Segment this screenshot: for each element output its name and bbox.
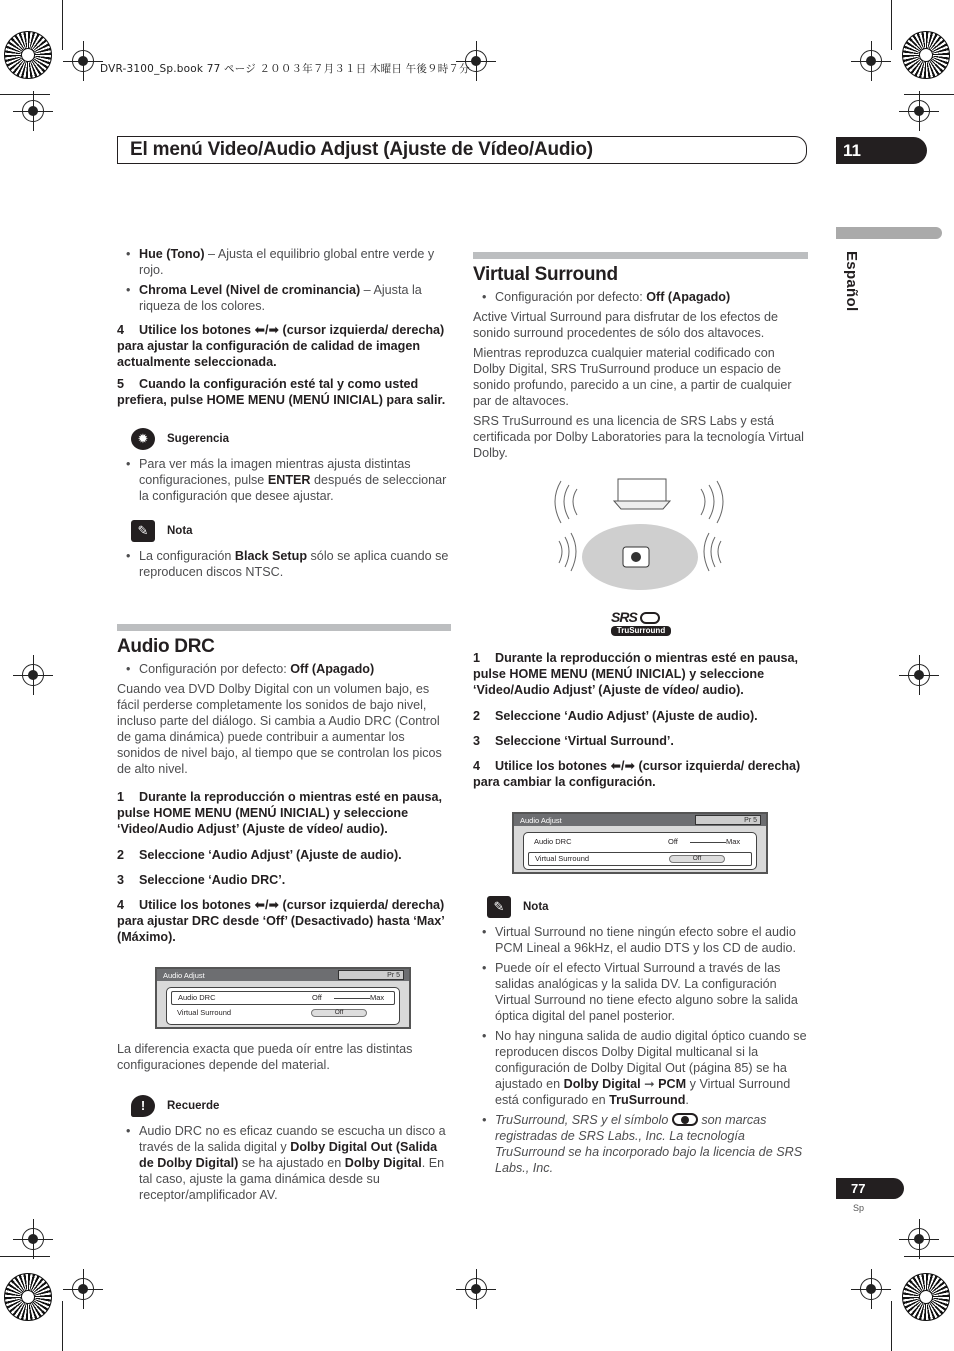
pencil-icon: ✎ <box>131 520 155 542</box>
registration-mark <box>72 50 94 72</box>
registration-mark <box>22 664 44 686</box>
drc-slider <box>690 842 726 843</box>
remember-heading: ! Recuerde <box>131 1095 451 1117</box>
registration-mark <box>72 1278 94 1300</box>
step: 3 Seleccione ‘Audio DRC’. <box>117 873 286 887</box>
page-number: 77 <box>836 1178 904 1199</box>
printer-sunburst-mark <box>4 31 52 79</box>
list-item: • Chroma Level (Nivel de crominancia) – Ajusta la riqueza de los colores. <box>117 282 451 314</box>
registration-mark <box>908 1228 930 1250</box>
drc-slider <box>334 998 370 999</box>
left-column <box>117 246 451 1207</box>
osd-panel <box>523 832 757 870</box>
list-item: • Puede oír el efecto Virtual Surround a través de las salidas analógicas y la salida DV. La configuración Virtual Surround no tiene efecto alguno sobre la salida óptica digital del panel posterior. <box>473 960 808 1024</box>
registration-mark <box>908 100 930 122</box>
step: 1 Durante la reproducción o mientras esté en pausa, pulse HOME MENU (MENÚ INICIAL) y seleccione ‘Video/Audio Adjust’ (Ajuste de vídeo/ audio). <box>117 790 443 836</box>
srs-circle-icon <box>640 612 660 624</box>
step: 2 Seleccione ‘Audio Adjust’ (Ajuste de audio). <box>117 848 402 862</box>
page-language: Sp <box>853 1203 865 1213</box>
note-heading: ✎ Nota <box>131 520 451 542</box>
list-item: • TruSurround, SRS y el símbolo son marcas registradas de SRS Labs., Inc. La tecnología TruSurround se ha incorporado bajo la licencia de SRS Labs., Inc. <box>473 1112 808 1176</box>
section-heading-audio-drc: Audio DRC <box>117 636 215 657</box>
osd-program: Pr 5 <box>338 970 404 980</box>
list-item: • No hay ninguna salida de audio digital óptico cuando se reproducen discos Dolby Digital multicanal si la configuración de Dolby Digital Out (página 85) se ha ajustado en Dolby Digital ➞ PCM y Virtual Surround está configurado en TruSurround. <box>473 1028 808 1108</box>
osd-screen <box>512 812 768 874</box>
registration-mark <box>908 664 930 686</box>
crop-mark <box>904 1256 954 1257</box>
side-language-label: Español <box>843 251 860 312</box>
crop-mark <box>62 1301 63 1351</box>
crop-mark <box>891 1301 892 1351</box>
step: 4 Utilice los botones ⬅/➡ (cursor izquierda/ derecha) para ajustar DRC desde ‘Off’ (Desactivado) hasta ‘Max’ (Máximo). <box>117 898 445 944</box>
paragraph: SRS TruSurround es una licencia de SRS Labs y está certificada por Dolby Laboratories para la tecnología Virtual Dolby. <box>473 414 804 460</box>
crop-mark <box>62 0 63 50</box>
lightbulb-icon: ✹ <box>131 428 155 450</box>
registration-mark <box>465 1278 487 1300</box>
printer-sunburst-mark <box>902 1273 950 1321</box>
osd-title: Audio Adjust <box>520 816 562 825</box>
crop-mark <box>0 1256 50 1257</box>
section-rule <box>117 624 451 631</box>
paragraph: Active Virtual Surround para disfrutar de los efectos de sonido surround procedentes de sólo dos altavoces. <box>473 310 778 340</box>
step: 2 Seleccione ‘Audio Adjust’ (Ajuste de audio). <box>473 709 758 723</box>
osd-program: Pr 5 <box>695 815 761 825</box>
osd-panel <box>166 987 400 1025</box>
list-item: • La configuración Black Setup sólo se aplica cuando se reproducen discos NTSC. <box>117 548 451 580</box>
crop-mark <box>0 94 50 95</box>
list-item: • Virtual Surround no tiene ningún efecto sobre el audio PCM Lineal a 96kHz, el audio DTS y los CD de audio. <box>473 924 808 956</box>
printer-sunburst-mark <box>902 31 950 79</box>
osd-row-audio-drc: Audio DRC Off Max <box>534 837 741 846</box>
registration-mark <box>860 1278 882 1300</box>
step: 3 Seleccione ‘Virtual Surround’. <box>473 734 674 748</box>
section-heading-virtual-surround: Virtual Surround <box>473 264 618 285</box>
osd-screen <box>155 967 411 1029</box>
paragraph: Mientras reproduzca cualquier material codificado con Dolby Digital, SRS TruSurround produce un espacio de sonido profundo, parecido a un cine, a partir de cualquier par de altavoces. <box>473 346 792 408</box>
osd-row-virtual-surround: Virtual Surround Off <box>528 852 752 866</box>
surround-diagram <box>473 469 808 599</box>
registration-mark <box>22 1228 44 1250</box>
srs-trusurround-logo: SRS TruSurround <box>611 609 671 636</box>
print-header: DVR-3100_Sp.book 77 ページ ２００３年７月３１日 木曜日 午後９時７分 <box>100 63 470 75</box>
step: 4 Utilice los botones ⬅/➡ (cursor izquierda/ derecha) para ajustar la configuración de calidad de imagen actualmente seleccionada. <box>117 323 445 369</box>
list-item: • Para ver más la imagen mientras ajusta distintas configuraciones, pulse ENTER después de seleccionar la configuración que desee ajustar. <box>117 456 451 504</box>
section-rule <box>473 252 808 259</box>
tip-heading: ✹ Sugerencia <box>131 428 451 450</box>
paragraph: Cuando vea DVD Dolby Digital con un volumen bajo, es fácil perderse completamente los sonidos de bajo nivel, incluso parte del diálogo. Si cambia a Audio DRC (Control de gama dinámica) puede contribuir a aumentar los sonidos de nivel bajo, al tiempo que se controlan los picos de alto nivel. <box>117 682 442 776</box>
osd-title: Audio Adjust <box>163 971 205 980</box>
step: 1 Durante la reproducción o mientras esté en pausa, pulse HOME MENU (MENÚ INICIAL) y seleccione ‘Video/Audio Adjust’ (Ajuste de vídeo/ audio). <box>473 651 799 697</box>
note-heading: ✎ Nota <box>487 896 808 918</box>
list-item: • Configuración por defecto: Off (Apagado) <box>473 289 808 305</box>
side-tab <box>836 227 942 239</box>
chapter-badge: 11 <box>836 137 927 164</box>
osd-row-audio-drc: Audio DRC Off Max <box>171 991 395 1005</box>
step: 4 Utilice los botones ⬅/➡ (cursor izquierda/ derecha) para cambiar la configuración. <box>473 759 801 789</box>
page-title: El menú Video/Audio Adjust (Ajuste de Vídeo/Audio) <box>130 139 593 160</box>
list-item: • Audio DRC no es eficaz cuando se escucha un disco a través de la salida digital y Dolby Digital Out (Salida de Dolby Digital) se ha ajustado en Dolby Digital. En tal caso, ajuste la gama dinámica desde su receptor/amplificador AV. <box>117 1123 451 1203</box>
registration-mark <box>22 100 44 122</box>
paragraph: La diferencia exacta que pueda oír entre las distintas configuraciones depende del material. <box>117 1042 413 1072</box>
step: 5 Cuando la configuración esté tal y como usted prefiera, pulse HOME MENU (MENÚ INICIAL) para salir. <box>117 377 446 407</box>
pencil-icon: ✎ <box>487 896 511 918</box>
crop-mark <box>891 0 892 50</box>
printer-sunburst-mark <box>4 1273 52 1321</box>
srs-symbol-icon <box>672 1113 698 1126</box>
list-item: • Hue (Tono) – Ajusta el equilibrio global entre verde y rojo. <box>117 246 451 278</box>
right-column <box>473 252 808 1180</box>
list-item: • Configuración por defecto: Off (Apagado) <box>117 661 451 677</box>
speech-bubble-icon: ! <box>131 1095 155 1117</box>
osd-row-virtual-surround: Virtual Surround Off <box>171 1007 395 1021</box>
crop-mark <box>904 94 954 95</box>
registration-mark <box>860 50 882 72</box>
